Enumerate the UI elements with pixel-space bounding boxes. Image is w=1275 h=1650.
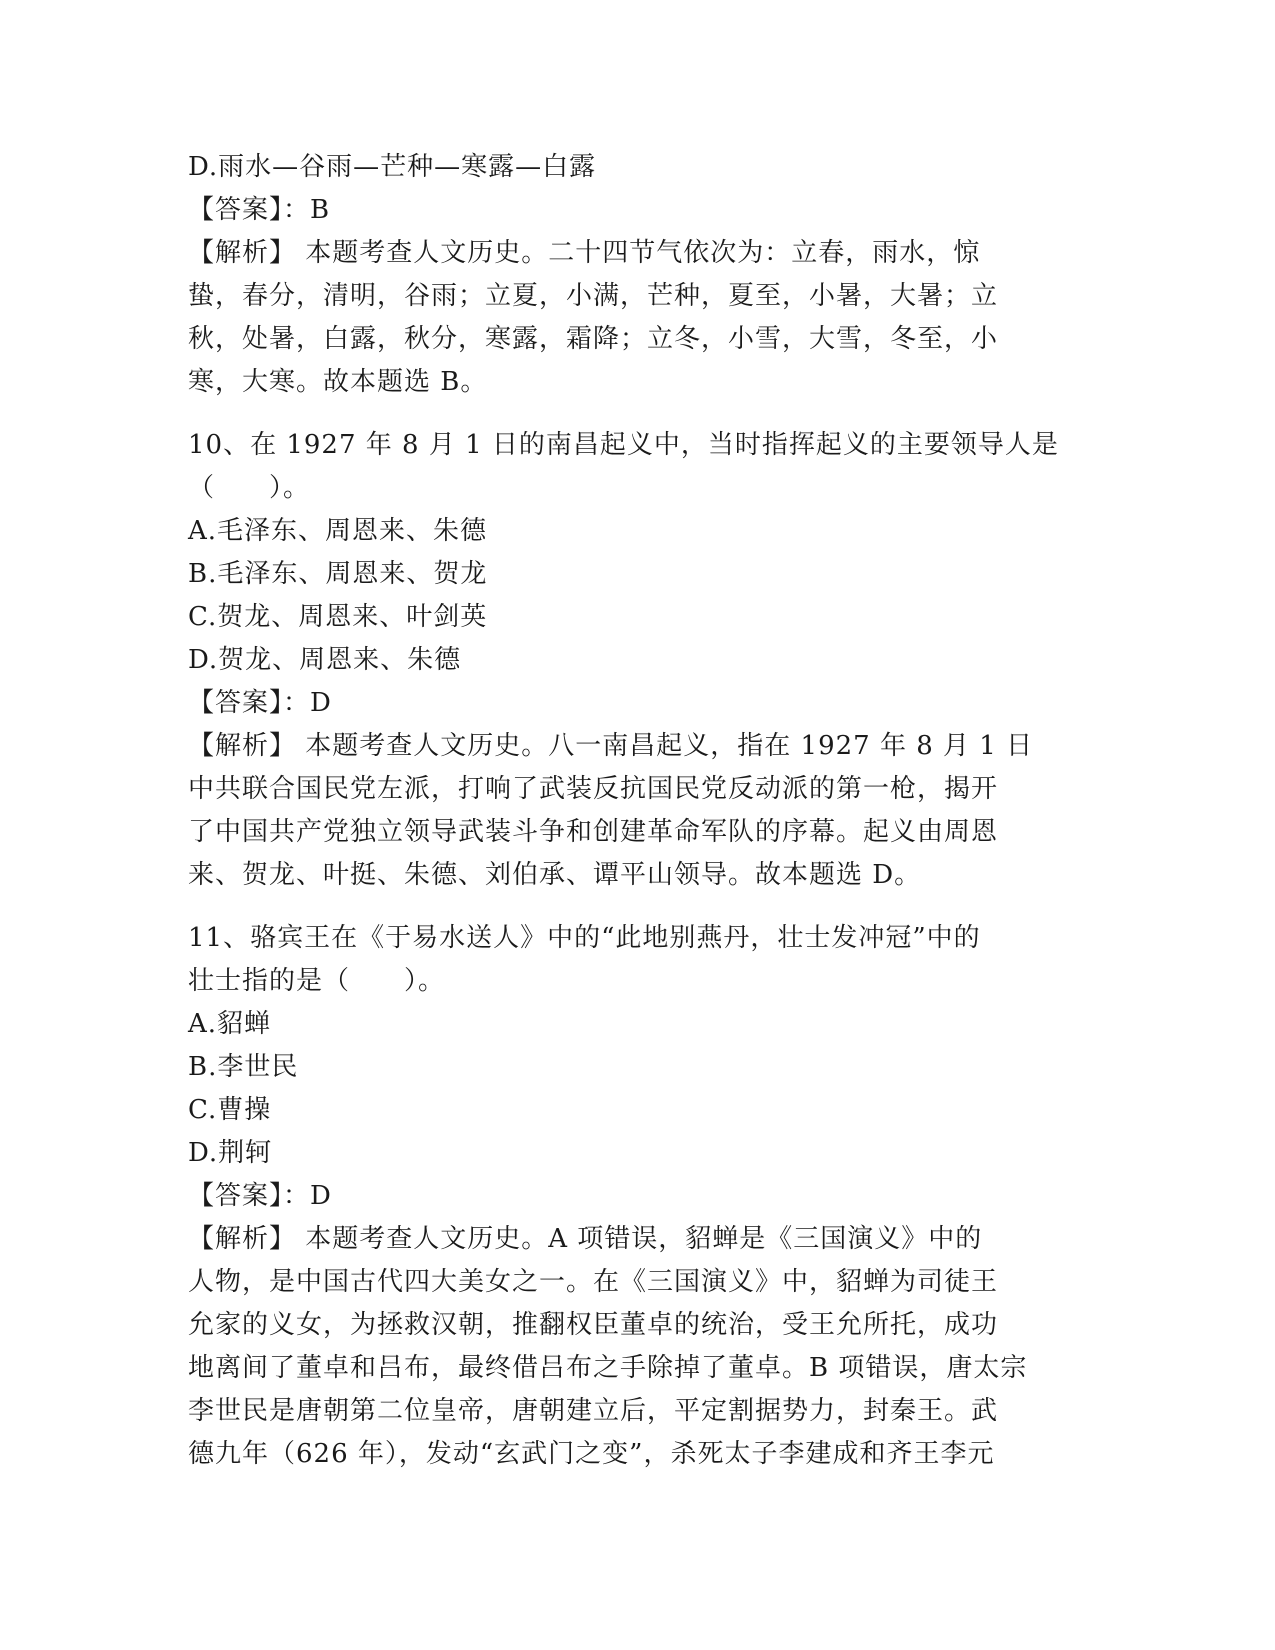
q10-explanation-line-4: 来、贺龙、叶挺、朱德、刘伯承、谭平山领导。故本题选 D。 — [188, 860, 922, 890]
q10-option-a: A.毛泽东、周恩来、朱德 — [188, 516, 488, 546]
q10-stem-line-1: 10、在 1927 年 8 月 1 日的南昌起义中，当时指挥起义的主要领导人是 — [188, 430, 1059, 460]
prev-explanation-line-4: 寒，大寒。故本题选 B。 — [188, 367, 488, 397]
q11-explanation-line-2: 人物，是中国古代四大美女之一。在《三国演义》中，貂蝉为司徒王 — [188, 1267, 999, 1297]
q11-explanation-line-4: 地离间了董卓和吕布，最终借吕布之手除掉了董卓。B 项错误，唐太宗 — [188, 1353, 1028, 1383]
q10-explanation-line-1: 【解析】 本题考查人文历史。八一南昌起义，指在 1927 年 8 月 1 日 — [188, 731, 1034, 761]
q11-option-d: D.荆轲 — [188, 1138, 273, 1168]
q10-explanation-line-3: 了中国共产党独立领导武装斗争和创建革命军队的序幕。起义由周恩 — [188, 817, 999, 847]
prev-explanation-line-3: 秋，处暑，白露，秋分，寒露，霜降；立冬，小雪，大雪，冬至，小 — [188, 324, 999, 354]
section-gap — [188, 404, 1088, 424]
q11-option-c: C.曹操 — [188, 1095, 272, 1125]
page-content — [188, 146, 1088, 1476]
q10-answer: 【答案】：D — [188, 688, 332, 718]
q11-option-a: A.貂蝉 — [188, 1009, 272, 1039]
q10-option-c: C.贺龙、周恩来、叶剑英 — [188, 602, 488, 632]
prev-answer: 【答案】：B — [188, 195, 331, 225]
q11-explanation-line-6: 德九年（626 年），发动“玄武门之变”，杀死太子李建成和齐王李元 — [188, 1439, 995, 1469]
q11-stem-line-2: 壮士指的是（ ）。 — [188, 966, 446, 996]
q10-explanation-line-2: 中共联合国民党左派，打响了武装反抗国民党反动派的第一枪，揭开 — [188, 774, 999, 804]
q11-explanation-line-5: 李世民是唐朝第二位皇帝，唐朝建立后，平定割据势力，封秦王。武 — [188, 1396, 999, 1426]
q11-explanation-line-3: 允家的义女，为拯救汉朝，推翻权臣董卓的统治，受王允所托，成功 — [188, 1310, 999, 1340]
q11-option-b: B.李世民 — [188, 1052, 299, 1082]
section-gap — [188, 897, 1088, 917]
q10-stem-line-2: （ ）。 — [188, 473, 311, 503]
prev-option-d: D.雨水—谷雨—芒种—寒露—白露 — [188, 152, 597, 182]
q11-stem-line-1: 11、骆宾王在《于易水送人》中的“此地别燕丹，壮士发冲冠”中的 — [188, 923, 981, 953]
q10-option-b: B.毛泽东、周恩来、贺龙 — [188, 559, 488, 589]
prev-explanation-line-2: 蛰，春分，清明，谷雨；立夏，小满，芒种，夏至，小暑，大暑；立 — [188, 281, 999, 311]
q10-option-d: D.贺龙、周恩来、朱德 — [188, 645, 462, 675]
q11-answer: 【答案】：D — [188, 1181, 332, 1211]
prev-explanation-line-1: 【解析】 本题考查人文历史。二十四节气依次为：立春，雨水，惊 — [188, 238, 981, 268]
q11-explanation-line-1: 【解析】 本题考查人文历史。A 项错误，貂蝉是《三国演义》中的 — [188, 1224, 983, 1254]
